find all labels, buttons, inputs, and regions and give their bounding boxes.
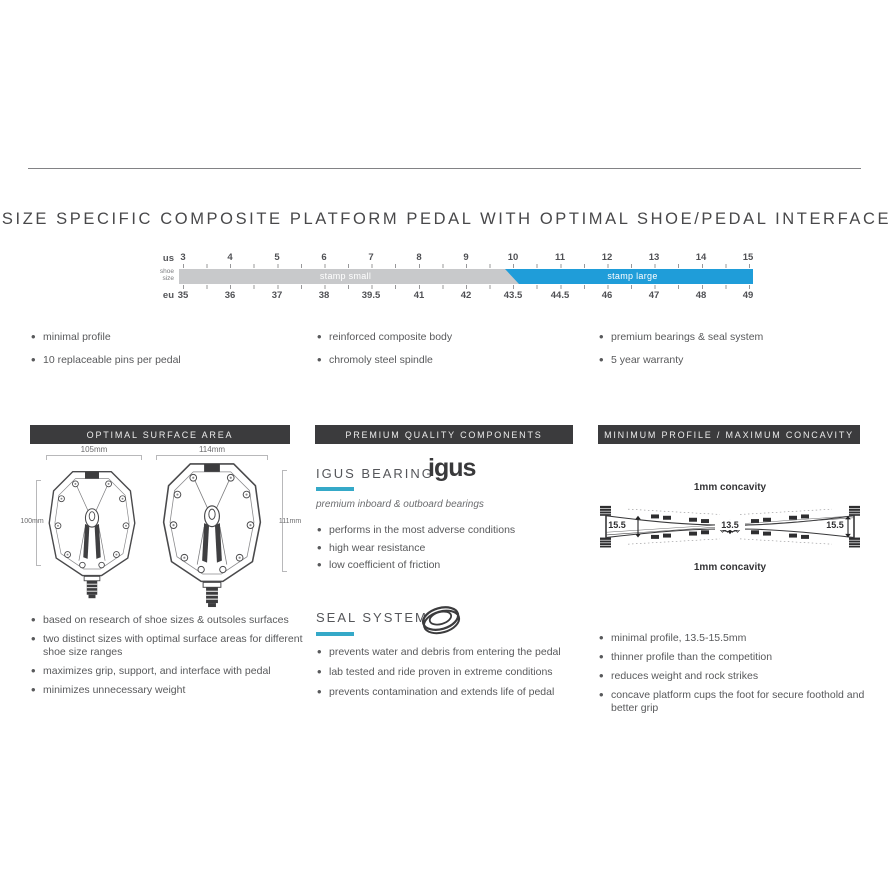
pedal-profile-diagram (598, 482, 862, 574)
eu-row-label: eu (162, 290, 174, 301)
large-pedal-width-label: 114mm (198, 445, 226, 454)
seal-bullet: • prevents water and debris from entering the pedal (316, 646, 578, 659)
feature-item: • premium bearings & seal system (598, 331, 868, 344)
igus-bullets (316, 524, 576, 577)
page-title: SIZE SPECIFIC COMPOSITE PLATFORM PEDAL WITH OPTIMAL SHOE/PEDAL INTERFACE (1, 210, 892, 228)
feature-item: • minimal profile (30, 331, 300, 344)
profile-bullets (598, 632, 880, 721)
eu-size: 38 (318, 290, 330, 301)
section-header-profile: MINIMUM PROFILE / MAXIMUM CONCAVITY (598, 425, 860, 444)
key-features-col1 (30, 331, 300, 377)
igus-subtitle: premium inboard & outboard bearings (316, 499, 484, 510)
large-pedal-length-label: 111mm (278, 518, 302, 525)
eu-size: 44.5 (550, 290, 570, 301)
size-range-bar (179, 269, 753, 284)
key-features-col3 (598, 331, 868, 377)
small-pedal-width-label: 105mm (80, 445, 108, 454)
us-size: 15 (742, 252, 754, 263)
small-pedal-width-line (46, 455, 142, 460)
us-size: 9 (463, 252, 469, 263)
seal-ring-icon (417, 600, 465, 640)
us-size: 5 (274, 252, 280, 263)
profile-bullet: • minimal profile, 13.5-15.5mm (598, 632, 880, 645)
eu-size: 37 (271, 290, 283, 301)
eu-size: 47 (648, 290, 660, 301)
feature-item: • 10 replaceable pins per pedal (30, 354, 300, 367)
us-size: 7 (368, 252, 374, 263)
feature-item: • 5 year warranty (598, 354, 868, 367)
us-size: 3 (180, 252, 186, 263)
us-size: 13 (648, 252, 660, 263)
concavity-top-label: 1mm concavity (693, 482, 767, 493)
small-pedal-length-label: 100mm (20, 518, 44, 525)
shoe-size-row-label: shoe size (159, 268, 174, 282)
eu-size: 35 (177, 290, 189, 301)
pedal-top-view-large (156, 460, 268, 610)
thickness-left-label: 15.5 (608, 520, 626, 530)
eu-size: 39.5 (361, 290, 381, 301)
us-size: 4 (227, 252, 233, 263)
us-size: 10 (507, 252, 519, 263)
section-header-surface: OPTIMAL SURFACE AREA (30, 425, 290, 444)
us-size: 14 (695, 252, 707, 263)
profile-bullet: • reduces weight and rock strikes (598, 670, 880, 683)
section-header-components: PREMIUM QUALITY COMPONENTS (315, 425, 573, 444)
us-row-label: us (162, 253, 174, 264)
seal-accent-bar (316, 632, 354, 636)
us-size: 6 (321, 252, 327, 263)
eu-size: 46 (601, 290, 613, 301)
thickness-right-label: 15.5 (826, 520, 844, 530)
stamp-large-label: stamp large (607, 271, 658, 281)
eu-size: 43.5 (503, 290, 523, 301)
us-size: 8 (416, 252, 422, 263)
surface-bullet: • maximizes grip, support, and interface with pedal (30, 665, 308, 678)
eu-size: 42 (460, 290, 472, 301)
igus-logo: igus (428, 454, 476, 482)
key-features-col2 (316, 331, 576, 377)
profile-bullet: • thinner profile than the competition (598, 651, 880, 664)
igus-bullet: • low coefficient of friction (316, 559, 576, 572)
seal-bullet: • prevents contamination and extends life of pedal (316, 686, 578, 699)
eu-size: 41 (413, 290, 425, 301)
igus-bullet: • high wear resistance (316, 542, 576, 555)
surface-bullet: • based on research of shoe sizes & outsoles surfaces (30, 614, 308, 627)
profile-bullet: • concave platform cups the foot for secure foothold and better grip (598, 689, 880, 715)
seal-system-heading: SEAL SYSTEM (316, 610, 428, 625)
feature-item: • chromoly steel spindle (316, 354, 576, 367)
shoe-size-chart (148, 252, 768, 304)
eu-size: 49 (742, 290, 754, 301)
seal-bullet: • lab tested and ride proven in extreme conditions (316, 666, 578, 679)
us-size: 11 (554, 252, 566, 263)
surface-bullet: • minimizes unnecessary weight (30, 684, 308, 697)
seal-bullets (316, 646, 578, 706)
eu-size: 36 (224, 290, 236, 301)
pedal-size-diagram (20, 442, 302, 612)
thickness-center-label: 13.5 (715, 520, 745, 530)
eu-size: 48 (695, 290, 707, 301)
tick-row-top (183, 264, 750, 268)
top-divider (28, 168, 861, 169)
stamp-small-label: stamp small (319, 271, 372, 281)
surface-bullets (30, 614, 308, 703)
feature-item: • reinforced composite body (316, 331, 576, 344)
pedal-top-view-small (44, 468, 140, 601)
concavity-bottom-label: 1mm concavity (693, 562, 767, 573)
igus-bullet: • performs in the most adverse conditions (316, 524, 576, 537)
surface-bullet: • two distinct sizes with optimal surface areas for different shoe size ranges (30, 633, 308, 659)
igus-accent-bar (316, 487, 354, 491)
igus-bearing-heading: IGUS BEARING (316, 466, 434, 481)
tick-row-bottom (183, 285, 750, 289)
us-size: 12 (601, 252, 613, 263)
